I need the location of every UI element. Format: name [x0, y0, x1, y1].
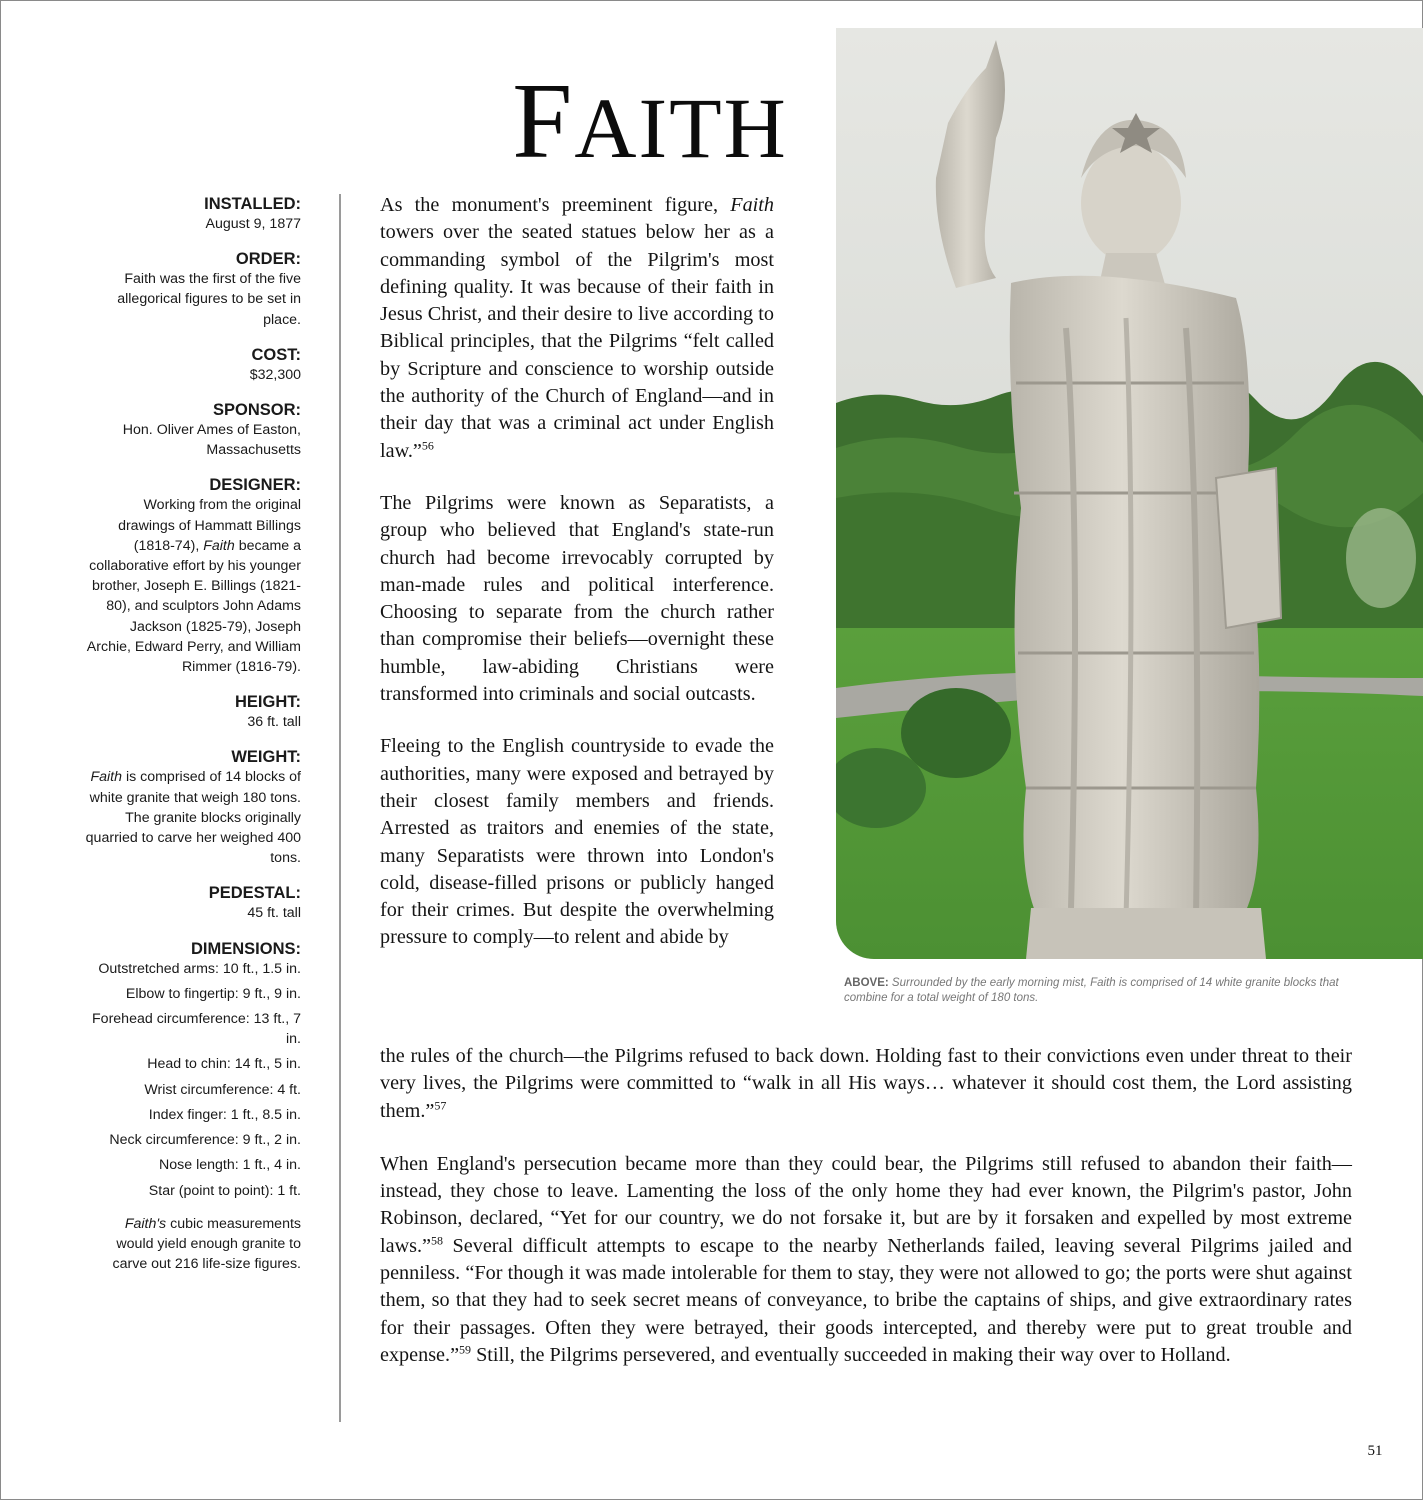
statue-photo	[836, 28, 1423, 959]
dimension-item: Nose length: 1 ft., 4 in.	[159, 1157, 301, 1174]
fact-height	[84, 692, 301, 732]
note-text-after: cubic measurements would yield enough granite to carve out 216 life-size figures.	[112, 1215, 301, 1273]
designer-text-before: Working from the original drawings of Hammatt Billings (1818-74),	[118, 497, 301, 554]
designer-italic: Faith	[203, 537, 235, 554]
fact-order	[84, 249, 301, 330]
dimension-item: Elbow to fingertip: 9 ft., 9 in.	[125, 985, 301, 1002]
dimension-item: Head to chin: 14 ft., 5 in.	[147, 1056, 301, 1073]
fact-cost	[84, 345, 301, 385]
fact-dimensions	[84, 939, 301, 1201]
fact-value: 45 ft. tall	[247, 905, 301, 922]
dimension-item: Forehead circumference: 13 ft., 7 in.	[92, 1011, 301, 1048]
fact-value: Faith was the first of the five allegorical figures to be set in place.	[117, 271, 301, 328]
footnote-ref: 56	[421, 437, 434, 452]
fact-weight	[84, 747, 301, 868]
footnote-ref: 59	[459, 1342, 472, 1357]
footnote-ref: 58	[431, 1233, 444, 1248]
weight-text-after: is comprised of 14 blocks of white granite that weigh 180 tons. The granite blocks originally quarried to carve her weighed 400 tons.	[85, 769, 301, 867]
fact-value: Hon. Oliver Ames of Easton, Massachusetts	[122, 422, 301, 459]
dimension-item: Wrist circumference: 4 ft.	[144, 1081, 301, 1098]
fact-label: INSTALLED:	[204, 195, 301, 213]
note-italic: Faith's	[124, 1215, 167, 1232]
title-rest: AITH	[574, 80, 788, 176]
caption-text: Surrounded by the early morning mist, Faith is comprised of 14 white granite blocks that combine for a total weight of 180 tons.	[844, 977, 1339, 1004]
fact-label: COST:	[251, 345, 301, 364]
dimension-item: Neck circumference: 9 ft., 2 in.	[109, 1132, 301, 1149]
fact-value	[84, 495, 301, 677]
paragraph-3a: Fleeing to the English countryside to evade the authorities, many were exposed and betrayed by their closest family members and friends. Arrested as traitors and enemies of the state, many Separatists were thrown into London's cold, disease-filled prisons or publicly hanged for their crimes. But despite the overwhelming pressure to comply—to relent and abide by	[380, 735, 774, 949]
fact-designer	[84, 475, 301, 677]
fact-label: WEIGHT:	[231, 748, 301, 767]
fact-label: DIMENSIONS:	[190, 939, 301, 958]
weight-italic: Faith	[90, 769, 122, 786]
fact-label: DESIGNER:	[209, 476, 301, 495]
p3b-text: the rules of the church—the Pilgrims refused to back down. Holding fast to their convictions even under threat to their very lives, the Pilgrims were committed to “walk in all His ways… whatever it should cost them, the Lord assisting them.”	[380, 1045, 1352, 1122]
fact-label: PEDESTAL:	[208, 884, 301, 903]
dimension-item: Star (point to point): 1 ft.	[148, 1182, 301, 1199]
fact-value: August 9, 1877	[205, 216, 301, 232]
fact-installed	[84, 194, 301, 234]
fact-sponsor	[84, 400, 301, 460]
p1-text-b: towers over the seated statues below her as a commanding symbol of the Pilgrim's most defining quality. It was because of their faith in Jesus Christ, and their desire to live according to Biblical principles, that the Pilgrims “felt called by Scripture and conscience to worship outside the authority of the Church of England—and in their day that was a criminal act under English law.”	[380, 221, 774, 462]
fact-value: 36 ft. tall	[247, 714, 301, 731]
dimension-item: Index finger: 1 ft., 8.5 in.	[148, 1106, 301, 1123]
paragraph-2: The Pilgrims were known as Separatists, a group who believed that England's state-run church had become irrevocably corrupted by man-made rules and political interference. Choosing to separate from the church rather than compromise their beliefs—overnight these humble, law-abiding Christians were transformed into criminals and social outcasts.	[380, 491, 774, 706]
footnote-ref: 57	[434, 1097, 447, 1112]
wide-text-column	[380, 1043, 1352, 1395]
fact-pedestal	[84, 883, 301, 923]
p4-text-a: When England's persecution became more than they could bear, the Pilgrims still refused to abandon their faith—instead, they chose to leave. Lamenting the loss of the only home they had ever known, the Pilgrim's pastor, John Robinson, declared, “Yet for our country, we do not forsake it, but are by it forsaken and expelled by most extreme laws.”	[380, 1152, 1352, 1257]
narrow-text-column	[380, 192, 774, 952]
facts-sidebar	[84, 194, 301, 1289]
column-divider	[339, 194, 341, 1422]
page-title	[470, 62, 830, 188]
p1-italic: Faith	[730, 194, 774, 216]
caption-label: ABOVE:	[844, 977, 889, 989]
page-number: 51	[1367, 1443, 1383, 1459]
granite-note	[84, 1214, 301, 1275]
fact-label: SPONSOR:	[212, 401, 301, 420]
p4-text-b: Several difficult attempts to escape to the nearby Netherlands failed, leaving several Pilgrims jailed and penniless. “For though it was made intolerable for them to stay, they were not allowed to go; the ports were shut against them, so that they had to seek secret means of conveyance, to bribe the captains of ships, and give extraordinary rates for their passages. Often they were betrayed, their goods intercepted, and thereby were put to great trouble and expense.”	[380, 1234, 1352, 1366]
fact-value: $32,300	[249, 366, 301, 383]
p1-text-a: As the monument's preeminent figure,	[380, 194, 731, 216]
paragraph-3b	[380, 1043, 1352, 1125]
designer-text-after: became a collaborative effort by his younger brother, Joseph E. Billings (1821-80), and sculptors John Adams Jackson (1825-79), Joseph Archie, Edward Perry, and William Rimmer (1816-79).	[86, 537, 301, 676]
fact-value	[84, 767, 301, 868]
photo-caption	[844, 976, 1364, 1006]
dimension-item: Outstretched arms: 10 ft., 1.5 in.	[98, 960, 301, 977]
p4-text-c: Still, the Pilgrims persevered, and eventually succeeded in making their way over to Holland.	[471, 1343, 1231, 1366]
fact-label: ORDER:	[235, 250, 301, 269]
title-initial: F	[512, 62, 575, 181]
fact-label: HEIGHT:	[235, 693, 301, 712]
statue-illustration	[836, 28, 1423, 959]
paragraph-1	[380, 192, 774, 465]
paragraph-4	[380, 1151, 1352, 1369]
